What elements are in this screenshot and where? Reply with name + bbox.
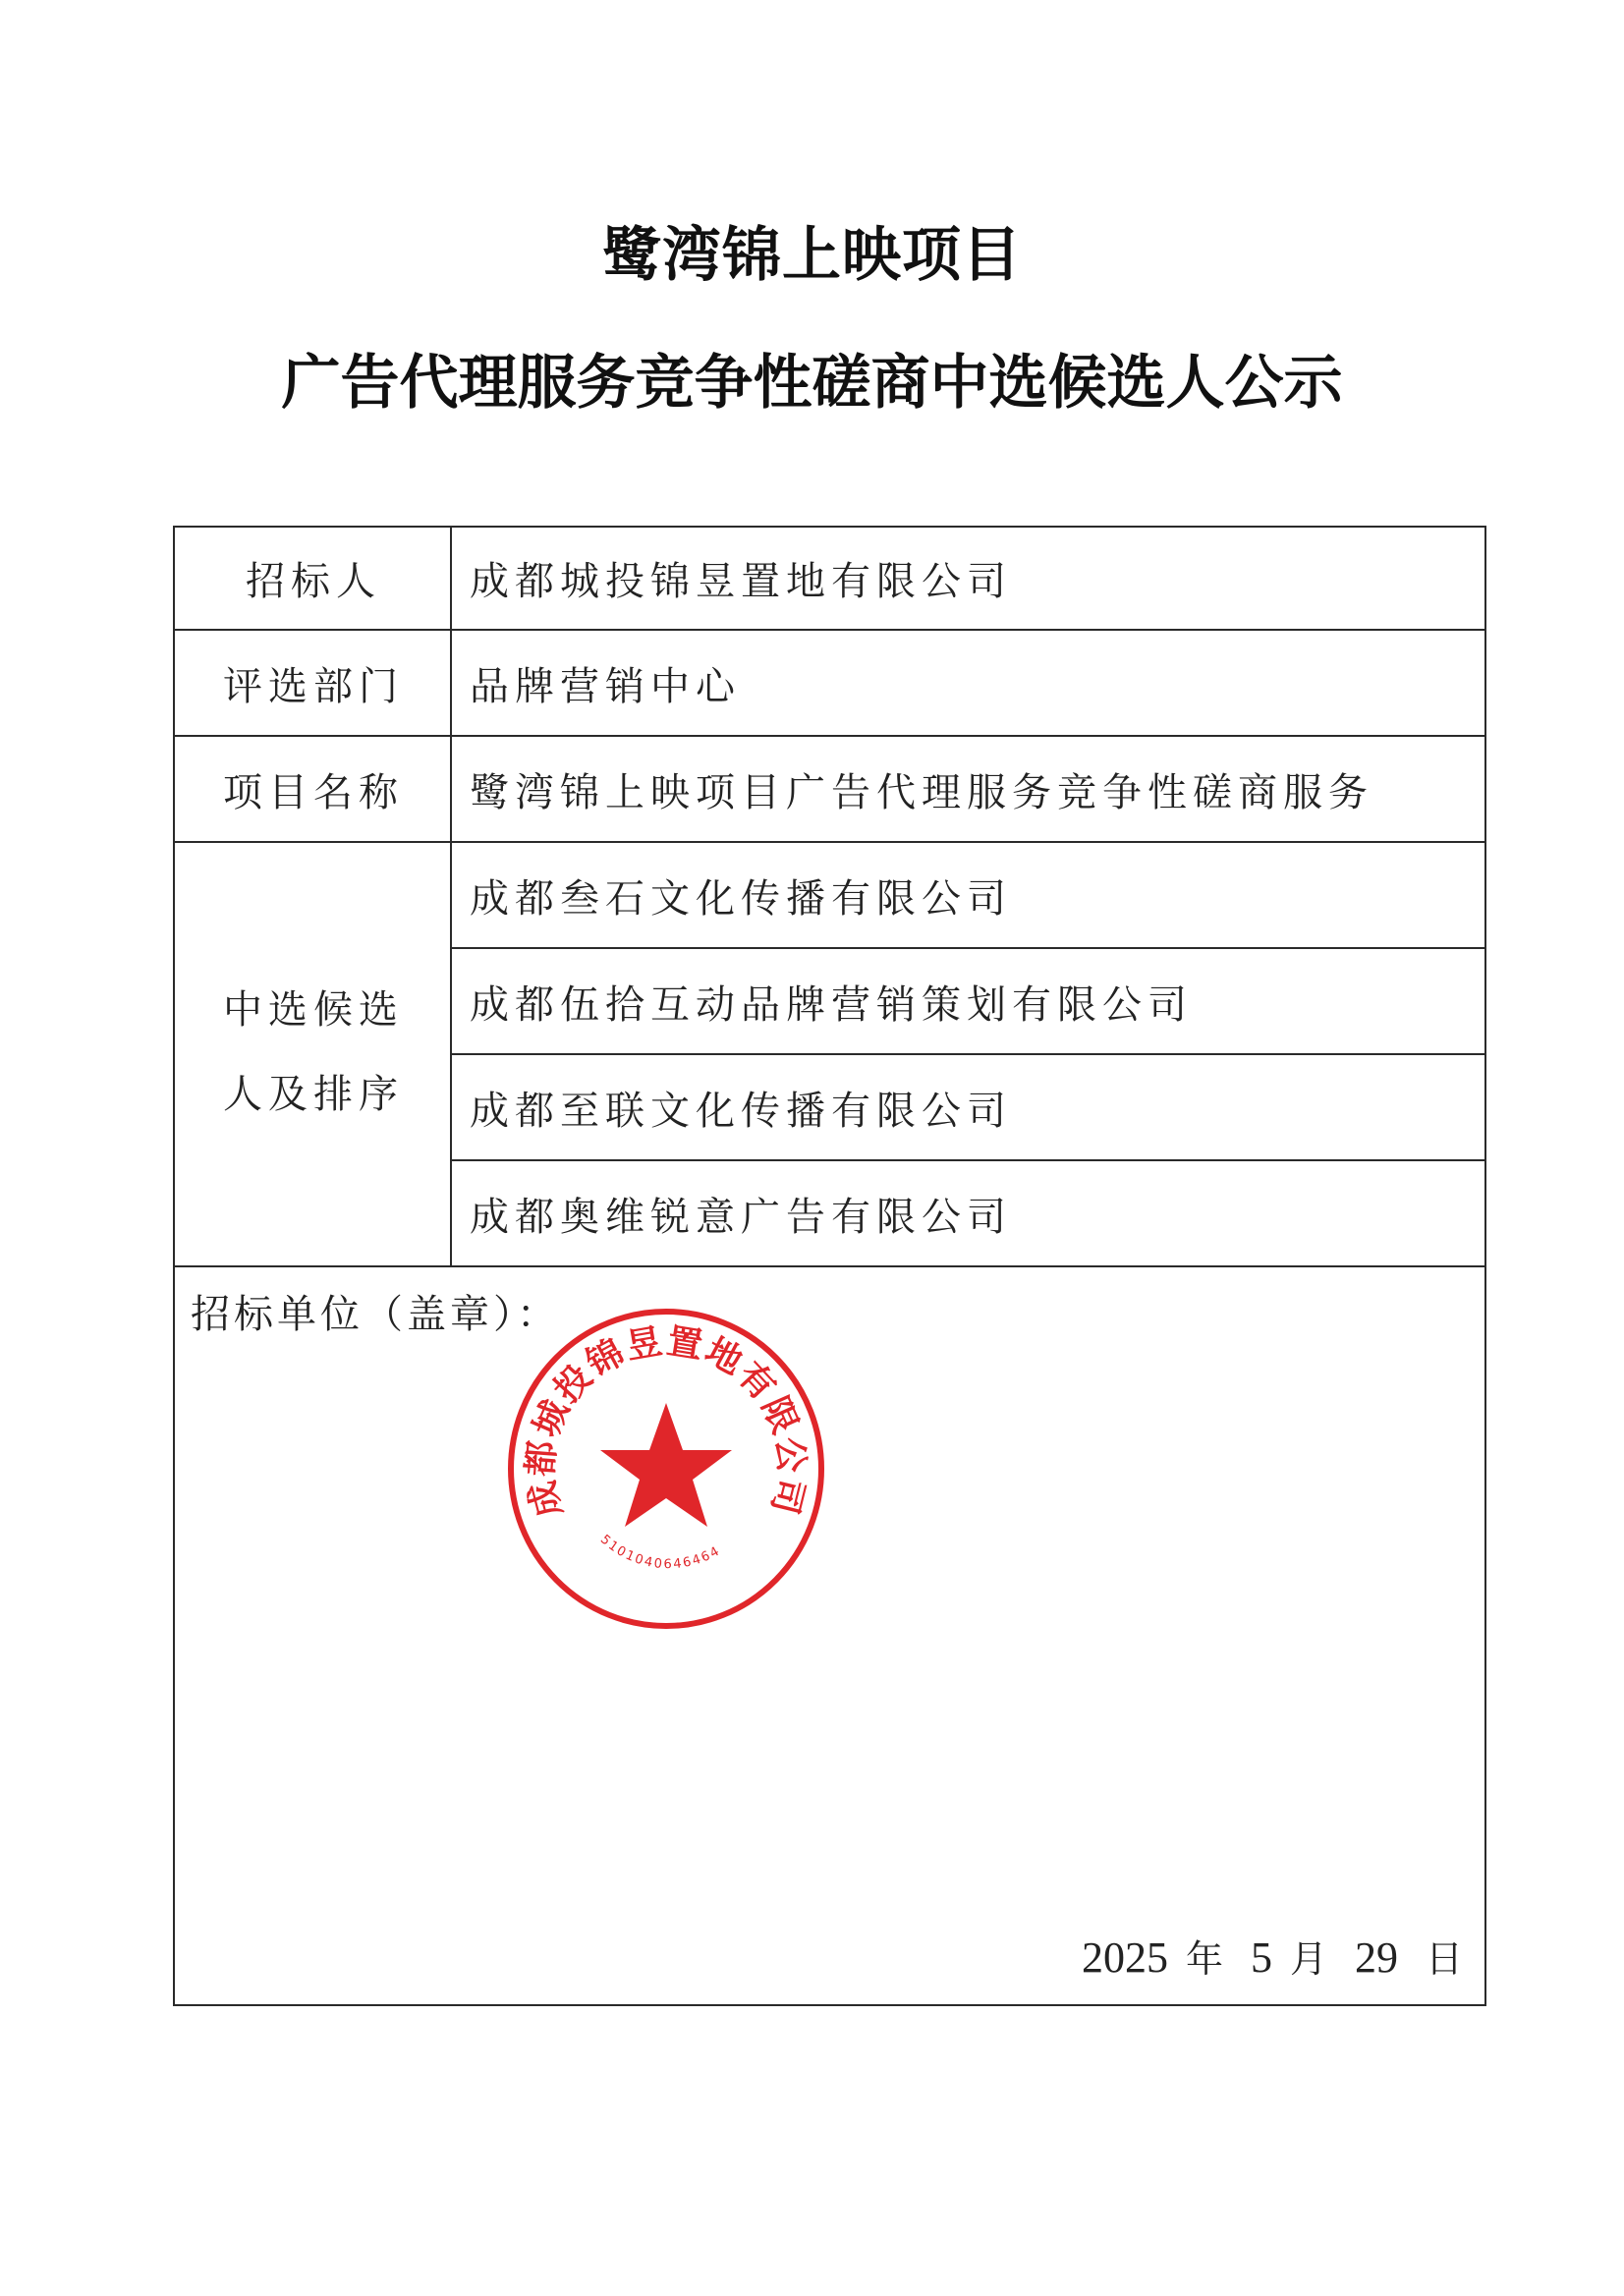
department-label: 评选部门: [223, 663, 404, 709]
seal-number: 5101040646464: [596, 1532, 724, 1573]
seal-section: [175, 1267, 1484, 2004]
project-name-value: 鹭湾锦上映项目广告代理服务竞争性磋商服务: [470, 769, 1373, 815]
tenderer-label: 招标人: [246, 559, 381, 604]
candidates-label: [175, 968, 452, 1137]
svg-text:5101040646464: [597, 1533, 723, 1573]
candidate-2: 成都伍拾互动品牌营销策划有限公司: [470, 981, 1193, 1028]
candidates-label-line1: 中选候选: [223, 987, 404, 1033]
date-day: 29: [1354, 1933, 1398, 1982]
seal-text: 成都城投锦昱置地有限公司: [520, 1320, 812, 1522]
tenderer-value: 成都城投锦昱置地有限公司: [470, 559, 1012, 604]
date-month-unit: 月: [1289, 1937, 1327, 1981]
candidate-1: 成都叁石文化传播有限公司: [470, 875, 1012, 922]
document-title-line2: 广告代理服务竞争性磋商中选候选人公示: [281, 349, 1343, 418]
candidate-4: 成都奥维锐意广告有限公司: [470, 1194, 1012, 1240]
announcement-table: [173, 526, 1486, 2006]
date-day-unit: 日: [1425, 1937, 1463, 1981]
document-title-line1: 鹭湾锦上映项目: [602, 221, 1022, 290]
seal-label: 招标单位（盖章）：: [191, 1292, 560, 1337]
candidate-3: 成都至联文化传播有限公司: [470, 1088, 1012, 1134]
announcement-date: [1064, 1929, 1463, 1983]
company-seal-icon: [504, 1307, 828, 1631]
date-month: 5: [1250, 1933, 1272, 1982]
date-year: 2025: [1081, 1933, 1168, 1982]
candidates-label-line2: 人及排序: [223, 1072, 404, 1117]
date-year-unit: 年: [1185, 1937, 1223, 1981]
department-value: 品牌营销中心: [470, 663, 741, 709]
project-name-label: 项目名称: [223, 769, 404, 815]
